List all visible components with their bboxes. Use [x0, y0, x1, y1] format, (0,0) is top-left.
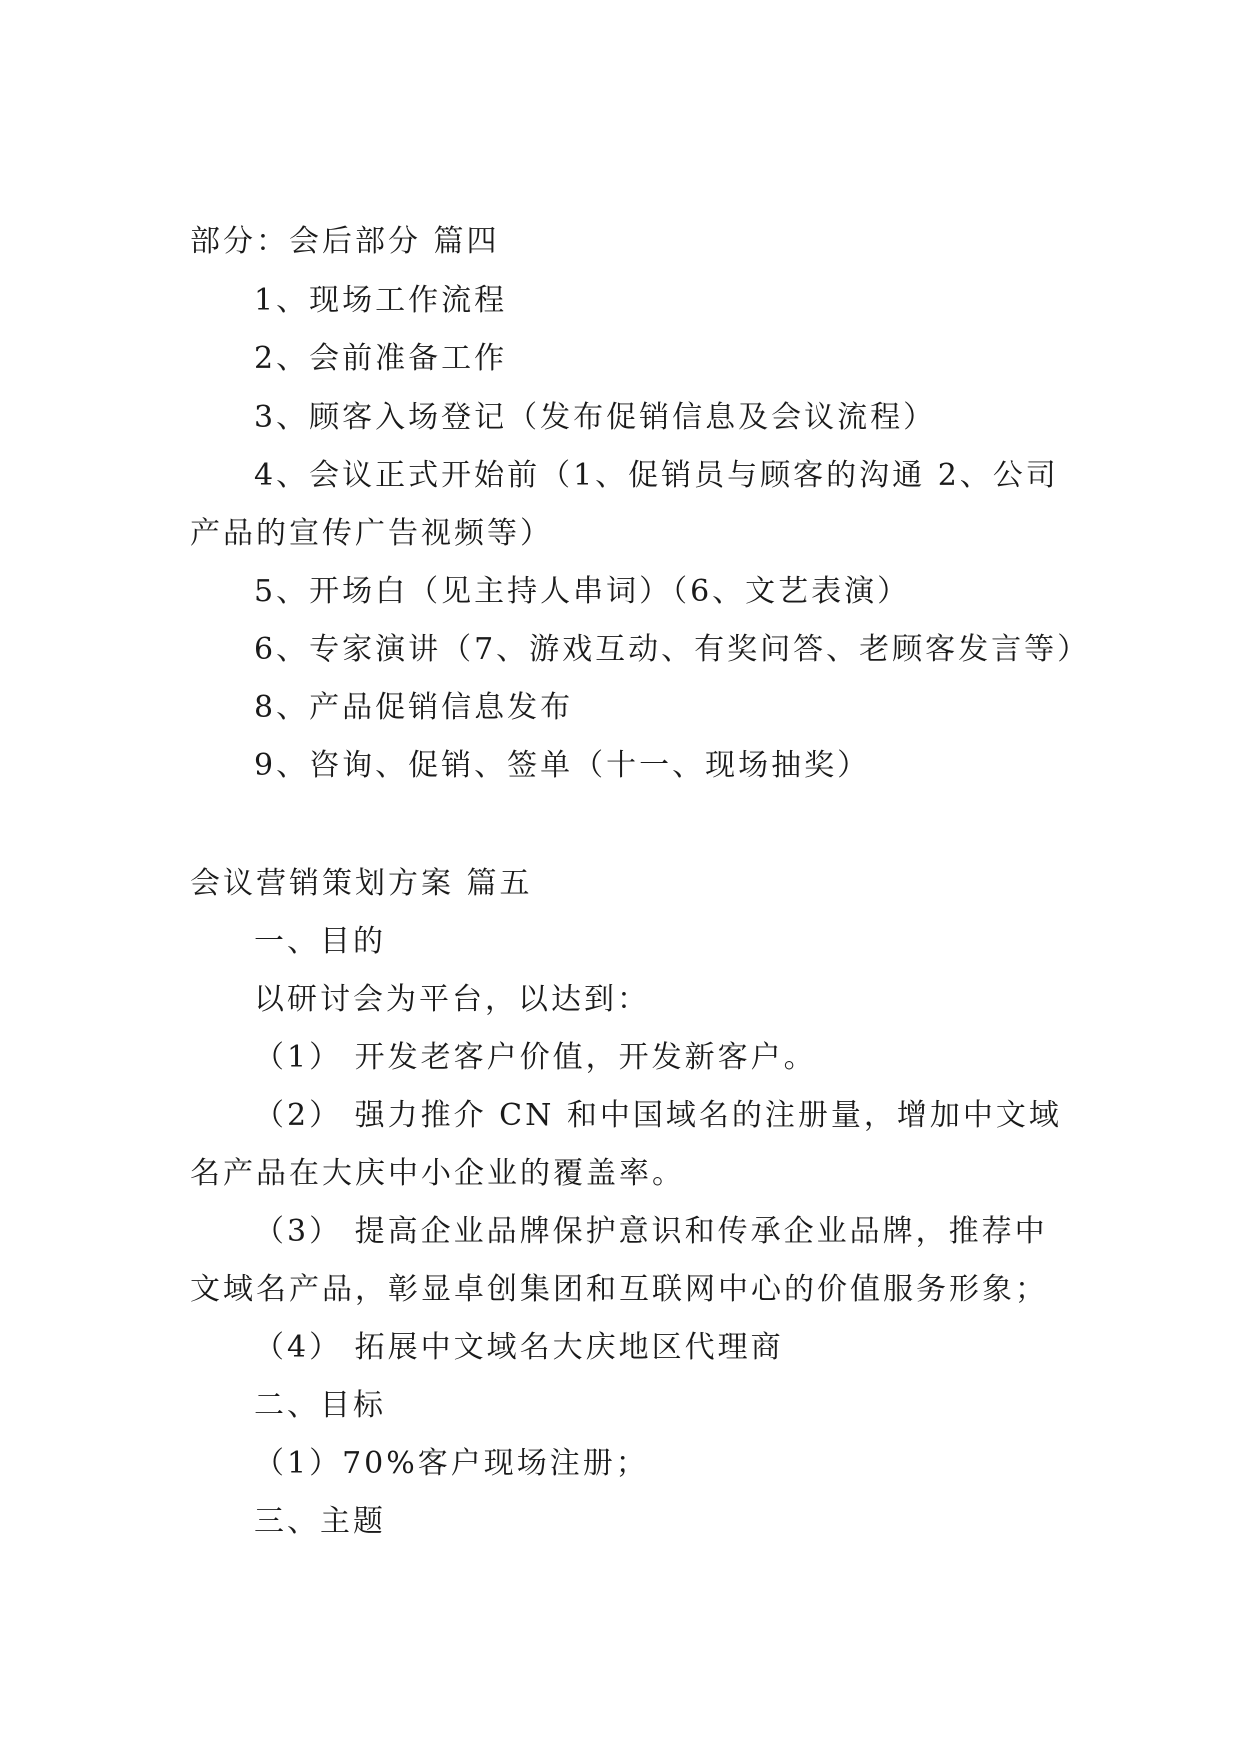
section5-theme-heading: 三、主题	[254, 1504, 386, 1539]
section5-purpose-2-cont: 名产品在大庆中小企业的覆盖率。	[190, 1156, 685, 1191]
section5-purpose-heading: 一、目的	[254, 924, 386, 959]
section4-item-6: 6、专家演讲（7、游戏互动、有奖问答、老顾客发言等）	[254, 632, 1091, 667]
section4-item-4-cont: 产品的宣传广告视频等）	[190, 516, 553, 551]
section4-item-5: 5、开场白（见主持人串词）（6、文艺表演）	[254, 574, 911, 609]
section5-purpose-2: （2） 强力推介 CN 和中国域名的注册量，增加中文域	[254, 1098, 1062, 1133]
section5-purpose-intro: 以研讨会为平台，以达到：	[254, 982, 650, 1017]
section5-goal-1: （1）70%客户现场注册；	[254, 1446, 649, 1481]
section5-purpose-4: （4） 拓展中文域名大庆地区代理商	[254, 1330, 784, 1365]
section5-goal-heading: 二、目标	[254, 1388, 386, 1423]
section5-heading: 会议营销策划方案 篇五	[190, 866, 533, 901]
section4-item-8: 8、产品促销信息发布	[254, 690, 574, 725]
section4-item-2: 2、会前准备工作	[254, 341, 508, 376]
section4-item-1: 1、现场工作流程	[254, 283, 508, 318]
section4-item-9: 9、咨询、促销、签单（十一、现场抽奖）	[254, 748, 871, 783]
section5-purpose-1: （1） 开发老客户价值，开发新客户。	[254, 1040, 817, 1075]
section4-heading: 部分：会后部分 篇四	[190, 224, 500, 259]
section5-purpose-3-cont: 文域名产品，彰显卓创集团和互联网中心的价值服务形象；	[190, 1272, 1048, 1307]
section4-item-3: 3、顾客入场登记（发布促销信息及会议流程）	[254, 400, 937, 435]
section5-purpose-3: （3） 提高企业品牌保护意识和传承企业品牌，推荐中	[254, 1214, 1048, 1249]
section4-item-4: 4、会议正式开始前（1、促销员与顾客的沟通 2、公司	[254, 458, 1059, 493]
